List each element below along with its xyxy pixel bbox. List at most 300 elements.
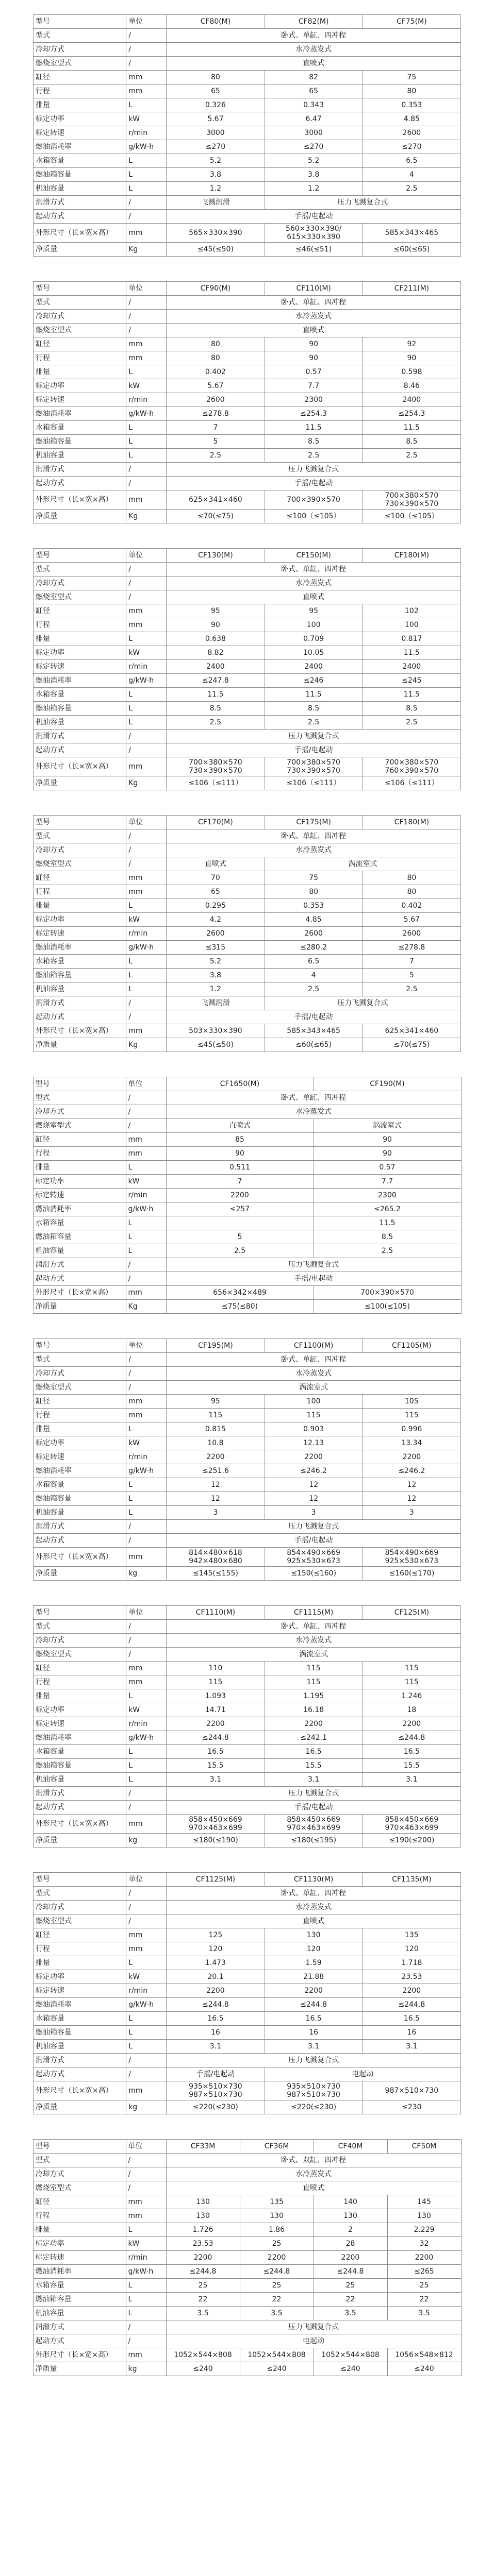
param-name: 起动方式 — [34, 210, 126, 224]
param-unit: / — [126, 210, 167, 224]
table-header-row — [34, 1606, 461, 1620]
param-value: ≤160(≤170) — [363, 1567, 460, 1581]
table-gap — [0, 790, 494, 815]
param-value: 1.718 — [363, 1956, 460, 1970]
param-unit: / — [126, 2167, 166, 2181]
param-name: 机油容量 — [34, 2040, 126, 2054]
table-row — [34, 210, 461, 224]
table-row — [34, 2040, 461, 2054]
param-unit: / — [126, 1914, 167, 1928]
param-value: ≤244.8 — [265, 1998, 363, 2012]
param-unit: L — [126, 716, 167, 730]
param-value: 0.295 — [167, 899, 265, 913]
param-value: 120 — [363, 1942, 460, 1956]
table-row — [34, 182, 461, 196]
param-value: 22 — [166, 2293, 240, 2307]
param-value: 12 — [167, 1492, 265, 1506]
param-name: 水箱容量 — [34, 688, 126, 702]
table-row — [33, 2334, 461, 2348]
param-unit: / — [126, 857, 167, 871]
param-value: 0.598 — [363, 365, 460, 379]
param-unit: g/kW·h — [126, 2265, 166, 2279]
param-name: 水箱容量 — [34, 2012, 126, 2026]
table-row — [34, 1520, 461, 1534]
param-value: ≤145(≤155) — [167, 1567, 265, 1581]
param-value: 16 — [167, 2026, 265, 2040]
param-value: ≤100(≤105) — [314, 1300, 461, 1314]
param-unit: mm — [126, 618, 167, 632]
param-unit: L — [126, 435, 167, 449]
param-unit: / — [126, 310, 167, 324]
param-unit: Kg — [126, 1038, 167, 1052]
param-value: ≤278.8 — [363, 941, 460, 955]
param-value: 8.46 — [363, 379, 460, 393]
param-value: 2200 — [167, 1984, 265, 1998]
param-name: 机油容量 — [34, 182, 126, 196]
param-name: 水箱容量 — [34, 955, 126, 969]
param-value: 水冷蒸发式 — [167, 1367, 461, 1381]
param-value: ≤180(≤190) — [167, 1834, 265, 1848]
param-unit: kW — [126, 379, 167, 393]
param-value: 卧式、单缸、四冲程 — [167, 1353, 461, 1367]
param-unit: L — [126, 2293, 166, 2307]
header-unit-label: 单位 — [126, 15, 167, 29]
param-unit: / — [126, 2154, 166, 2167]
param-value: 4.2 — [167, 913, 265, 927]
param-value: 卧式、双缸、四冲程 — [166, 2154, 461, 2167]
model-name: CF195(M) — [167, 1339, 265, 1353]
table-row — [34, 243, 461, 257]
param-name: 净质量 — [34, 1038, 126, 1052]
param-value: 11.5 — [265, 688, 363, 702]
param-value: ≤75(≤80) — [166, 1300, 314, 1314]
param-value: 5.67 — [363, 913, 460, 927]
param-value: 80 — [363, 84, 460, 98]
param-value: 656×342×489 — [166, 1286, 314, 1300]
param-name: 标定功率 — [34, 1703, 126, 1717]
param-value: 75 — [265, 871, 363, 885]
param-value: 3.1 — [167, 2040, 265, 2054]
param-unit: kW — [126, 1175, 166, 1189]
param-unit: L — [126, 1492, 167, 1506]
param-value: 8.5 — [363, 435, 460, 449]
param-value: 700×380×570 730×390×570 — [265, 757, 363, 776]
param-unit: mm — [126, 1147, 166, 1161]
header-model-label: 型号 — [33, 1077, 126, 1091]
param-value: 70 — [167, 871, 265, 885]
param-value: 卧式、单缸、四冲程 — [167, 829, 461, 843]
table-row — [33, 2195, 461, 2209]
param-name: 标定功率 — [34, 913, 126, 927]
param-unit: mm — [126, 2348, 166, 2362]
param-value: 1.093 — [167, 1689, 265, 1703]
table-row — [34, 393, 461, 407]
param-value: 854×490×669 925×530×673 — [265, 1548, 363, 1567]
table-gap — [0, 1052, 494, 1077]
param-value: 手摇/电起动 — [167, 1010, 461, 1024]
param-unit: L — [126, 1956, 167, 1970]
table-row — [34, 1703, 461, 1717]
param-value: 5 — [167, 435, 265, 449]
table-row — [34, 449, 461, 463]
param-unit: mm — [126, 1395, 167, 1409]
param-unit: / — [126, 2334, 166, 2348]
param-name: 水箱容量 — [34, 1745, 126, 1759]
param-value: 8.5 — [167, 702, 265, 716]
param-name: 起动方式 — [34, 477, 126, 490]
table-header-row — [34, 15, 461, 29]
param-unit: r/min — [126, 1189, 166, 1202]
param-value: 85 — [166, 1133, 314, 1147]
param-name: 机油容量 — [33, 2307, 126, 2320]
param-value: 130 — [240, 2209, 314, 2223]
param-value: 4.85 — [363, 112, 460, 126]
table-row — [34, 168, 461, 182]
param-value: 25 — [240, 2237, 314, 2251]
param-value: 2200 — [166, 2251, 240, 2265]
param-name: 润滑方式 — [34, 730, 126, 743]
param-value: 22 — [240, 2293, 314, 2307]
param-value: 5.2 — [265, 154, 363, 168]
param-unit: g/kW·h — [126, 674, 167, 688]
param-value: 水冷蒸发式 — [167, 1634, 461, 1648]
table-row — [34, 1901, 461, 1914]
param-unit: / — [126, 1091, 166, 1105]
param-value: 100 — [363, 618, 460, 632]
model-name: CF90(M) — [167, 282, 265, 296]
param-value: 22 — [314, 2293, 387, 2307]
param-value: 11.5 — [363, 646, 460, 660]
table-row — [33, 1244, 461, 1258]
param-value: ≤220(≤230) — [265, 2100, 363, 2114]
param-unit: mm — [126, 1815, 167, 1834]
param-unit: mm — [126, 1675, 167, 1689]
param-name: 标定转速 — [34, 927, 126, 941]
param-unit: L — [126, 1161, 166, 1175]
param-value: 92 — [363, 337, 460, 351]
param-value: 卧式、单缸、四冲程 — [167, 296, 461, 310]
table-row — [33, 2167, 461, 2181]
param-value: 95 — [167, 604, 265, 618]
param-value: 90 — [314, 1147, 461, 1161]
param-unit: L — [126, 1689, 167, 1703]
param-value: 80 — [265, 885, 363, 899]
param-value: 5.2 — [167, 154, 265, 168]
param-name: 行程 — [34, 351, 126, 365]
param-value: 145 — [387, 2195, 461, 2209]
param-value: 3.1 — [363, 1773, 460, 1787]
table-row — [34, 43, 461, 57]
model-name: CF82(M) — [265, 15, 363, 29]
param-name: 型式 — [33, 1091, 126, 1105]
param-value: ≤100（≤105） — [265, 510, 363, 523]
param-value: 95 — [265, 604, 363, 618]
param-value: 8.5 — [314, 1230, 461, 1244]
param-name: 冷却方式 — [34, 43, 126, 57]
param-name: 行程 — [34, 618, 126, 632]
table-row — [34, 1381, 461, 1395]
table-row — [34, 1662, 461, 1675]
param-value: ≤60(≤65) — [265, 1038, 363, 1052]
param-value: 16.5 — [265, 2012, 363, 2026]
param-name: 外形尺寸（长×宽×高） — [34, 224, 126, 243]
param-name: 标定转速 — [34, 660, 126, 674]
param-unit: mm — [126, 2209, 166, 2223]
param-value: 3 — [265, 1506, 363, 1520]
param-unit: kW — [126, 112, 167, 126]
table-row — [34, 1436, 461, 1450]
param-name: 缸径 — [34, 1928, 126, 1942]
table-row — [34, 632, 461, 646]
param-unit: mm — [126, 1928, 167, 1942]
table-row — [33, 1272, 461, 1286]
param-value: 625×341×460 — [167, 490, 265, 510]
param-name: 燃烧室型式 — [34, 1914, 126, 1928]
param-unit: / — [126, 2054, 167, 2067]
param-value: 16.18 — [265, 1703, 363, 1717]
param-unit: / — [126, 2320, 166, 2334]
table-row — [34, 2067, 461, 2081]
param-value: 水冷蒸发式 — [167, 43, 461, 57]
param-value: 7 — [166, 1175, 314, 1189]
param-name: 型式 — [34, 1620, 126, 1634]
table-row — [33, 1147, 461, 1161]
param-unit: r/min — [126, 126, 167, 140]
param-unit: mm — [126, 1662, 167, 1675]
param-unit: / — [126, 1381, 167, 1395]
param-unit: / — [126, 1353, 167, 1367]
param-value: ≤246.2 — [363, 1464, 460, 1478]
param-name: 燃油箱容量 — [33, 2293, 126, 2307]
param-value: ≤254.3 — [265, 407, 363, 421]
param-value: 2400 — [167, 660, 265, 674]
param-value: 100 — [265, 1395, 363, 1409]
param-value: 2200 — [167, 1450, 265, 1464]
param-unit: / — [126, 743, 167, 757]
param-value: 20.1 — [167, 1970, 265, 1984]
table-row — [34, 996, 461, 1010]
param-name: 水箱容量 — [34, 421, 126, 435]
param-value: ≤270 — [265, 140, 363, 154]
param-unit: mm — [126, 224, 167, 243]
table-row — [34, 29, 461, 43]
table-row — [34, 1464, 461, 1478]
param-unit: / — [126, 463, 167, 477]
table-row — [34, 1395, 461, 1409]
param-value: 80 — [167, 337, 265, 351]
param-value: 115 — [265, 1409, 363, 1422]
param-value: 水冷蒸发式 — [167, 843, 461, 857]
param-unit: g/kW·h — [126, 1998, 167, 2012]
param-value: 3.1 — [265, 2040, 363, 2054]
param-name: 缸径 — [34, 604, 126, 618]
param-unit: mm — [126, 351, 167, 365]
param-value: 14.71 — [167, 1703, 265, 1717]
param-value: 18 — [363, 1703, 460, 1717]
table-row — [34, 776, 461, 790]
param-value: 2600 — [167, 927, 265, 941]
param-value: 140 — [314, 2195, 387, 2209]
param-value: 28 — [314, 2237, 387, 2251]
param-value: 卧式、单缸、四冲程 — [167, 1887, 461, 1901]
param-value: 100 — [265, 618, 363, 632]
param-value: 2.5 — [314, 1244, 461, 1258]
table-row — [34, 563, 461, 577]
param-unit: / — [126, 829, 167, 843]
param-name: 净质量 — [33, 2362, 126, 2376]
param-value: 2200 — [240, 2251, 314, 2265]
param-unit: L — [126, 702, 167, 716]
header-unit-label: 单位 — [126, 549, 167, 563]
param-value: 手摇/电起动 — [167, 210, 461, 224]
param-name: 机油容量 — [34, 1506, 126, 1520]
param-unit: kg — [126, 1567, 167, 1581]
param-unit: L — [126, 1759, 167, 1773]
param-name: 缸径 — [34, 1395, 126, 1409]
param-value: ≤60(≤65) — [363, 243, 460, 257]
param-value: 90 — [265, 337, 363, 351]
param-name: 燃烧室型式 — [34, 590, 126, 604]
table-row — [34, 435, 461, 449]
param-value: 电起动 — [166, 2334, 461, 2348]
param-name: 冷却方式 — [34, 1901, 126, 1914]
param-unit: / — [126, 1367, 167, 1381]
param-unit: / — [126, 577, 167, 590]
param-name: 燃油消耗率 — [34, 674, 126, 688]
param-value: ≤257 — [166, 1202, 314, 1216]
param-value: ≤106（≤111） — [167, 776, 265, 790]
param-value: 7 — [363, 955, 460, 969]
param-value: 7 — [167, 421, 265, 435]
param-value: ≤265.2 — [314, 1202, 461, 1216]
param-value: 115 — [167, 1675, 265, 1689]
table-row — [34, 927, 461, 941]
table-row — [34, 98, 461, 112]
param-value: ≤278.8 — [167, 407, 265, 421]
table-row — [34, 224, 461, 243]
spec-table — [33, 2139, 462, 2376]
param-unit: mm — [126, 84, 167, 98]
param-unit: L — [126, 1230, 166, 1244]
param-value: 854×490×669 925×530×673 — [363, 1548, 460, 1567]
table-row — [34, 1998, 461, 2012]
param-name: 润滑方式 — [34, 2054, 126, 2067]
param-value: ≤100（≤105） — [363, 510, 460, 523]
table-row — [34, 618, 461, 632]
param-value: 814×480×618 942×480×680 — [167, 1548, 265, 1567]
param-name: 缸径 — [34, 337, 126, 351]
param-value: ≤106（≤111） — [363, 776, 460, 790]
param-name: 排量 — [34, 1689, 126, 1703]
param-value: 5.67 — [167, 379, 265, 393]
param-value: ≤254.3 — [363, 407, 460, 421]
param-value: 0.343 — [265, 98, 363, 112]
param-unit: mm — [126, 1286, 166, 1300]
table-row — [34, 57, 461, 71]
param-value: 10.8 — [167, 1436, 265, 1450]
param-unit: Kg — [126, 510, 167, 523]
param-value: 压力飞溅复合式 — [166, 1258, 461, 1272]
param-value: 12 — [167, 1478, 265, 1492]
param-unit: mm — [126, 71, 167, 84]
param-name: 净质量 — [34, 1567, 126, 1581]
header-model-label: 型号 — [34, 816, 126, 829]
param-value: 95 — [167, 1395, 265, 1409]
param-unit: / — [126, 1272, 166, 1286]
table-row — [34, 674, 461, 688]
param-name: 燃油箱容量 — [34, 1492, 126, 1506]
table-row — [34, 126, 461, 140]
param-value: 700×380×570 730×390×570 — [363, 490, 460, 510]
param-name: 净质量 — [33, 1300, 126, 1314]
table-row — [34, 913, 461, 927]
param-name: 标定转速 — [33, 1189, 126, 1202]
param-value: ≤240 — [166, 2362, 240, 2376]
model-name: CF110(M) — [265, 282, 363, 296]
param-name: 燃油消耗率 — [34, 1464, 126, 1478]
param-value: 1052×544×808 — [166, 2348, 240, 2362]
param-unit: / — [126, 29, 167, 43]
param-unit: / — [126, 1105, 166, 1119]
param-value: 1.2 — [265, 182, 363, 196]
param-value: ≤280.2 — [265, 941, 363, 955]
param-unit: mm — [126, 757, 167, 776]
param-value: 3.5 — [314, 2307, 387, 2320]
param-unit: / — [126, 996, 167, 1010]
param-value: 858×450×669 970×463×699 — [265, 1815, 363, 1834]
param-value: 2600 — [363, 927, 460, 941]
param-name: 起动方式 — [34, 2067, 126, 2081]
param-unit: mm — [126, 1548, 167, 1567]
param-value: 700×380×570 760×390×570 — [363, 757, 460, 776]
param-name: 燃油消耗率 — [34, 140, 126, 154]
table-row — [33, 1189, 461, 1202]
header-unit-label: 单位 — [126, 1873, 167, 1887]
table-row — [34, 1010, 461, 1024]
param-value: 4 — [265, 969, 363, 982]
param-value: 3.1 — [363, 2040, 460, 2054]
param-name: 外形尺寸（长×宽×高） — [34, 1548, 126, 1567]
param-value: 565×330×390 — [167, 224, 265, 243]
model-name: CF180(M) — [363, 549, 460, 563]
param-name: 冷却方式 — [34, 577, 126, 590]
table-gap — [0, 2114, 494, 2139]
param-value: 120 — [167, 1942, 265, 1956]
table-row — [33, 1119, 461, 1133]
param-value: 11.5 — [314, 1216, 461, 1230]
param-unit: mm — [126, 604, 167, 618]
param-unit: / — [126, 1648, 167, 1662]
param-value: 涡流室式 — [167, 1648, 461, 1662]
param-value: 13.34 — [363, 1436, 460, 1450]
param-value: 125 — [167, 1928, 265, 1942]
param-value: 80 — [167, 351, 265, 365]
spec-table — [33, 548, 461, 790]
model-name: CF180(M) — [363, 816, 460, 829]
param-unit: L — [126, 1216, 166, 1230]
param-value: ≤180(≤195) — [265, 1834, 363, 1848]
param-value: 水冷蒸发式 — [167, 1901, 461, 1914]
param-value: ≤70(≤75) — [167, 510, 265, 523]
spec-table — [33, 815, 461, 1052]
param-value: 2200 — [387, 2251, 461, 2265]
param-value: 7.7 — [314, 1175, 461, 1189]
param-value: ≤45(≤50) — [167, 243, 265, 257]
model-name: CF1110(M) — [167, 1606, 265, 1620]
param-value: 16.5 — [167, 2012, 265, 2026]
param-unit: L — [126, 2223, 166, 2237]
param-value: 压力飞溅复合式 — [167, 1787, 461, 1801]
